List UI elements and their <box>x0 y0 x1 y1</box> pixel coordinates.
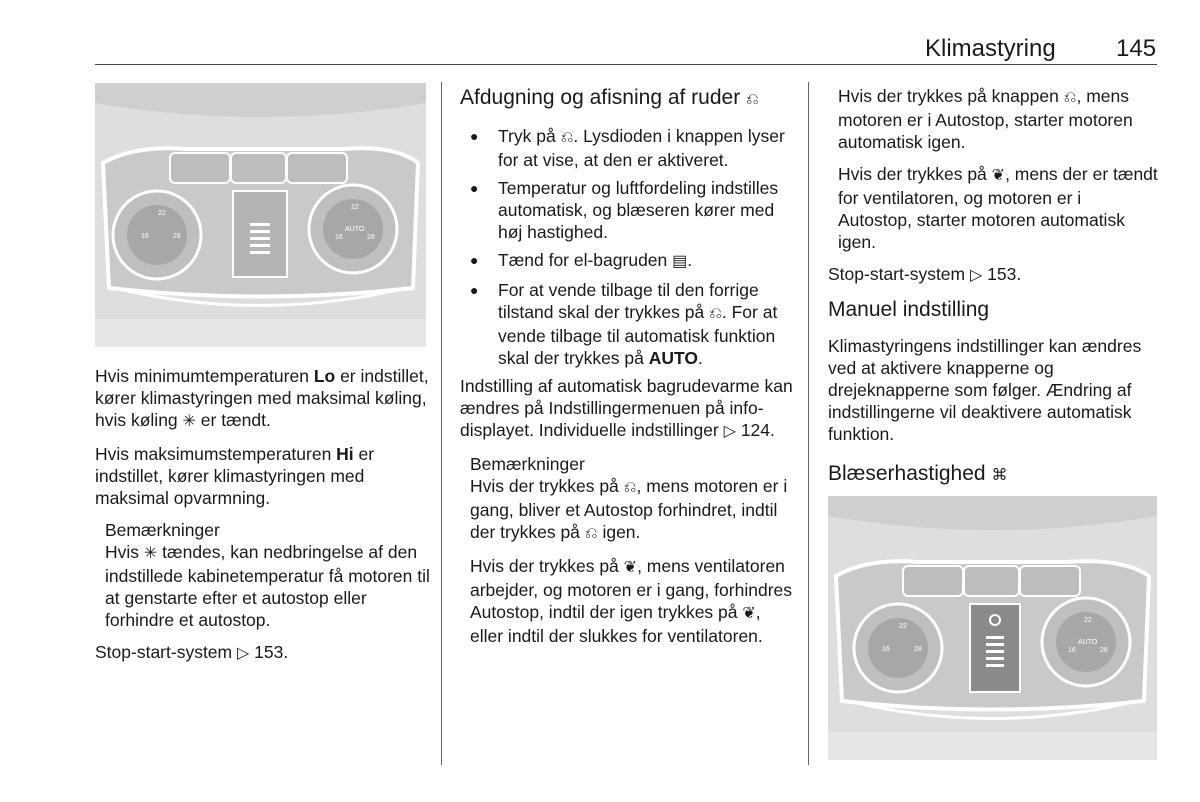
text: tændes, kan nedbringelse af den indstillede kabinetemperatur få motoren til at genstarte efter et autostop eller forhindre et autostop. <box>105 542 430 630</box>
ventilation-fan-button-icon: ❦ <box>991 167 1006 184</box>
paragraph-max-temp <box>95 443 430 509</box>
auto-label: AUTO <box>648 348 699 368</box>
text: , mens motoren er i gang, bliver et Autostop forhindret, indtil der trykkes på <box>470 476 788 542</box>
climate-panel-photo-2 <box>828 496 1157 760</box>
paragraph-min-temp <box>95 365 430 433</box>
heading-text: Afdugning og afisning af ruder <box>460 86 747 109</box>
knob-right-label-16: 16 <box>1068 647 1076 654</box>
fan-icon: ⌘ <box>991 467 1008 484</box>
windscreen-defrost-icon: ⎌ <box>709 305 722 322</box>
windscreen-defrost-icon: ⎌ <box>584 525 598 542</box>
text: . Lysdioden i knappen lyser for at vise, at den er aktiveret. <box>498 126 785 170</box>
ref-page: 124. <box>740 420 775 440</box>
text: . <box>687 250 693 270</box>
note-heading: Bemærkninger <box>470 454 585 474</box>
list-item <box>460 125 795 171</box>
note-paragraph <box>470 555 795 647</box>
page-number: 145 <box>1116 35 1157 62</box>
windscreen-defrost-icon: ⎌ <box>746 91 759 108</box>
knob-left-label-16: 16 <box>882 646 890 653</box>
text: Hvis <box>105 542 144 562</box>
knob-right-label-16: 16 <box>335 234 343 241</box>
windscreen-defrost-icon: ⎌ <box>1063 89 1077 106</box>
page-header-title: Klimastyring <box>925 35 1056 62</box>
column-divider-1 <box>441 82 442 765</box>
windscreen-defrost-icon: ⎌ <box>560 129 574 146</box>
ventilation-fan-button-icon: ❦ <box>742 605 756 622</box>
text: Tænd for el-bagruden <box>498 250 673 270</box>
knob-left-label-28: 28 <box>914 646 922 653</box>
snowflake-cooling-icon: ✳ <box>182 413 196 430</box>
text: Hvis maksimumstemperaturen <box>95 444 337 464</box>
section-heading-manual: Manuel indstilling <box>828 298 990 321</box>
note-continuation <box>828 85 1158 253</box>
note-heading: Bemærkninger <box>105 520 220 540</box>
text: Hvis der trykkes på knappen <box>838 86 1064 106</box>
list-item <box>460 177 795 243</box>
column-2 <box>460 85 795 657</box>
section-heading-fan-speed <box>828 461 1158 489</box>
knob-right-label-22: 22 <box>1084 617 1092 624</box>
ventilation-fan-button-icon: ❦ <box>623 559 638 576</box>
paragraph-manual: Klimastyringens indstillinger kan ændres ved at aktivere knapperne og drejeknapperne som følger. Ændring af indstillingerne vil deaktivere automatisk funktion. <box>828 336 1142 444</box>
paragraph-rear-heating-settings <box>460 375 795 443</box>
text: , mens der er tændt for ventilatoren, og motoren er i Autostop, starter motoren automatisk igen. <box>838 164 1158 252</box>
cross-reference[interactable] <box>828 263 1158 287</box>
knob-right-label-auto: AUTO <box>1078 639 1098 646</box>
header-rule <box>95 64 1157 65</box>
knob-left-label-22: 22 <box>899 623 907 630</box>
text: . <box>698 348 703 368</box>
cross-reference[interactable] <box>95 641 430 665</box>
windscreen-defrost-icon: ⎌ <box>623 479 637 496</box>
text: Hvis minimumtemperaturen <box>95 366 314 386</box>
knob-right-label-auto: AUTO <box>345 226 365 233</box>
text: , mens ventilatoren arbejder, og motoren er i gang, forhindres Autostop, indtil der igen trykkes på <box>470 556 792 622</box>
text: Temperatur og luftfordeling indstilles automatisk, og blæseren kører med høj hastighed. <box>498 178 779 242</box>
column-divider-2 <box>808 82 809 765</box>
text: Hvis der trykkes på <box>470 476 624 496</box>
ref-page: 153. <box>987 264 1022 284</box>
note-box <box>460 453 795 647</box>
defrost-bullet-list <box>460 125 795 369</box>
knob-right-label-28: 28 <box>1100 647 1108 654</box>
text: , eller indtil der slukkes for ventilatoren. <box>470 602 763 646</box>
ref-text: Stop-start-system <box>828 264 970 284</box>
climate-panel-photo-1 <box>95 83 426 347</box>
text: For at vende tilbage til den forrige tilstand skal der trykkes på <box>498 280 759 322</box>
snowflake-cooling-icon: ✳ <box>143 545 158 562</box>
text: er indstillet, kører klimastyringen med maksimal køling, hvis køling <box>95 366 429 430</box>
text: er tændt. <box>195 410 271 430</box>
heading-text: Blæserhastighed <box>828 462 992 485</box>
text: , mens motoren er i Autostop, starter motoren automatisk igen. <box>838 86 1133 152</box>
knob-left-label-22: 22 <box>158 210 166 217</box>
text: Indstilling af automatisk bagrudevarme kan ændres på Indstillingermenuen på info-displayet. Individuelle indstillinger <box>460 376 793 440</box>
text: . For at vende tilbage til automatisk funktion skal der trykkes på <box>498 302 778 368</box>
text: Hvis der trykkes på <box>838 164 992 184</box>
rear-window-heating-icon: ▤ <box>672 253 688 270</box>
lo-label: Lo <box>313 366 336 386</box>
note-box <box>95 519 430 631</box>
text: igen. <box>597 522 641 542</box>
list-item <box>460 279 795 369</box>
section-heading-defrost <box>460 85 795 113</box>
page-reference-arrow-icon: ▷ <box>723 423 736 440</box>
climate-panel-illustration <box>828 496 1157 760</box>
knob-left-label-16: 16 <box>141 233 149 240</box>
page-reference-arrow-icon: ▷ <box>969 267 983 284</box>
climate-panel-illustration <box>95 83 426 347</box>
column-3 <box>828 85 1158 501</box>
ref-text: Stop-start-system <box>95 642 237 662</box>
page-reference-arrow-icon: ▷ <box>236 645 250 662</box>
column-1 <box>95 365 430 675</box>
knob-right-label-28: 28 <box>367 234 375 241</box>
knob-left-label-28: 28 <box>173 233 181 240</box>
text: er indstillet, kører klimastyringen med maksimal opvarmning. <box>95 444 375 508</box>
note-paragraph <box>838 85 1158 153</box>
hi-label: Hi <box>336 444 354 464</box>
knob-right-label-22: 22 <box>351 204 359 211</box>
list-item <box>460 249 795 273</box>
note-paragraph <box>470 475 795 545</box>
note-paragraph <box>838 163 1158 253</box>
text: Tryk på <box>498 126 561 146</box>
text: Hvis der trykkes på <box>470 556 624 576</box>
ref-page: 153. <box>254 642 289 662</box>
